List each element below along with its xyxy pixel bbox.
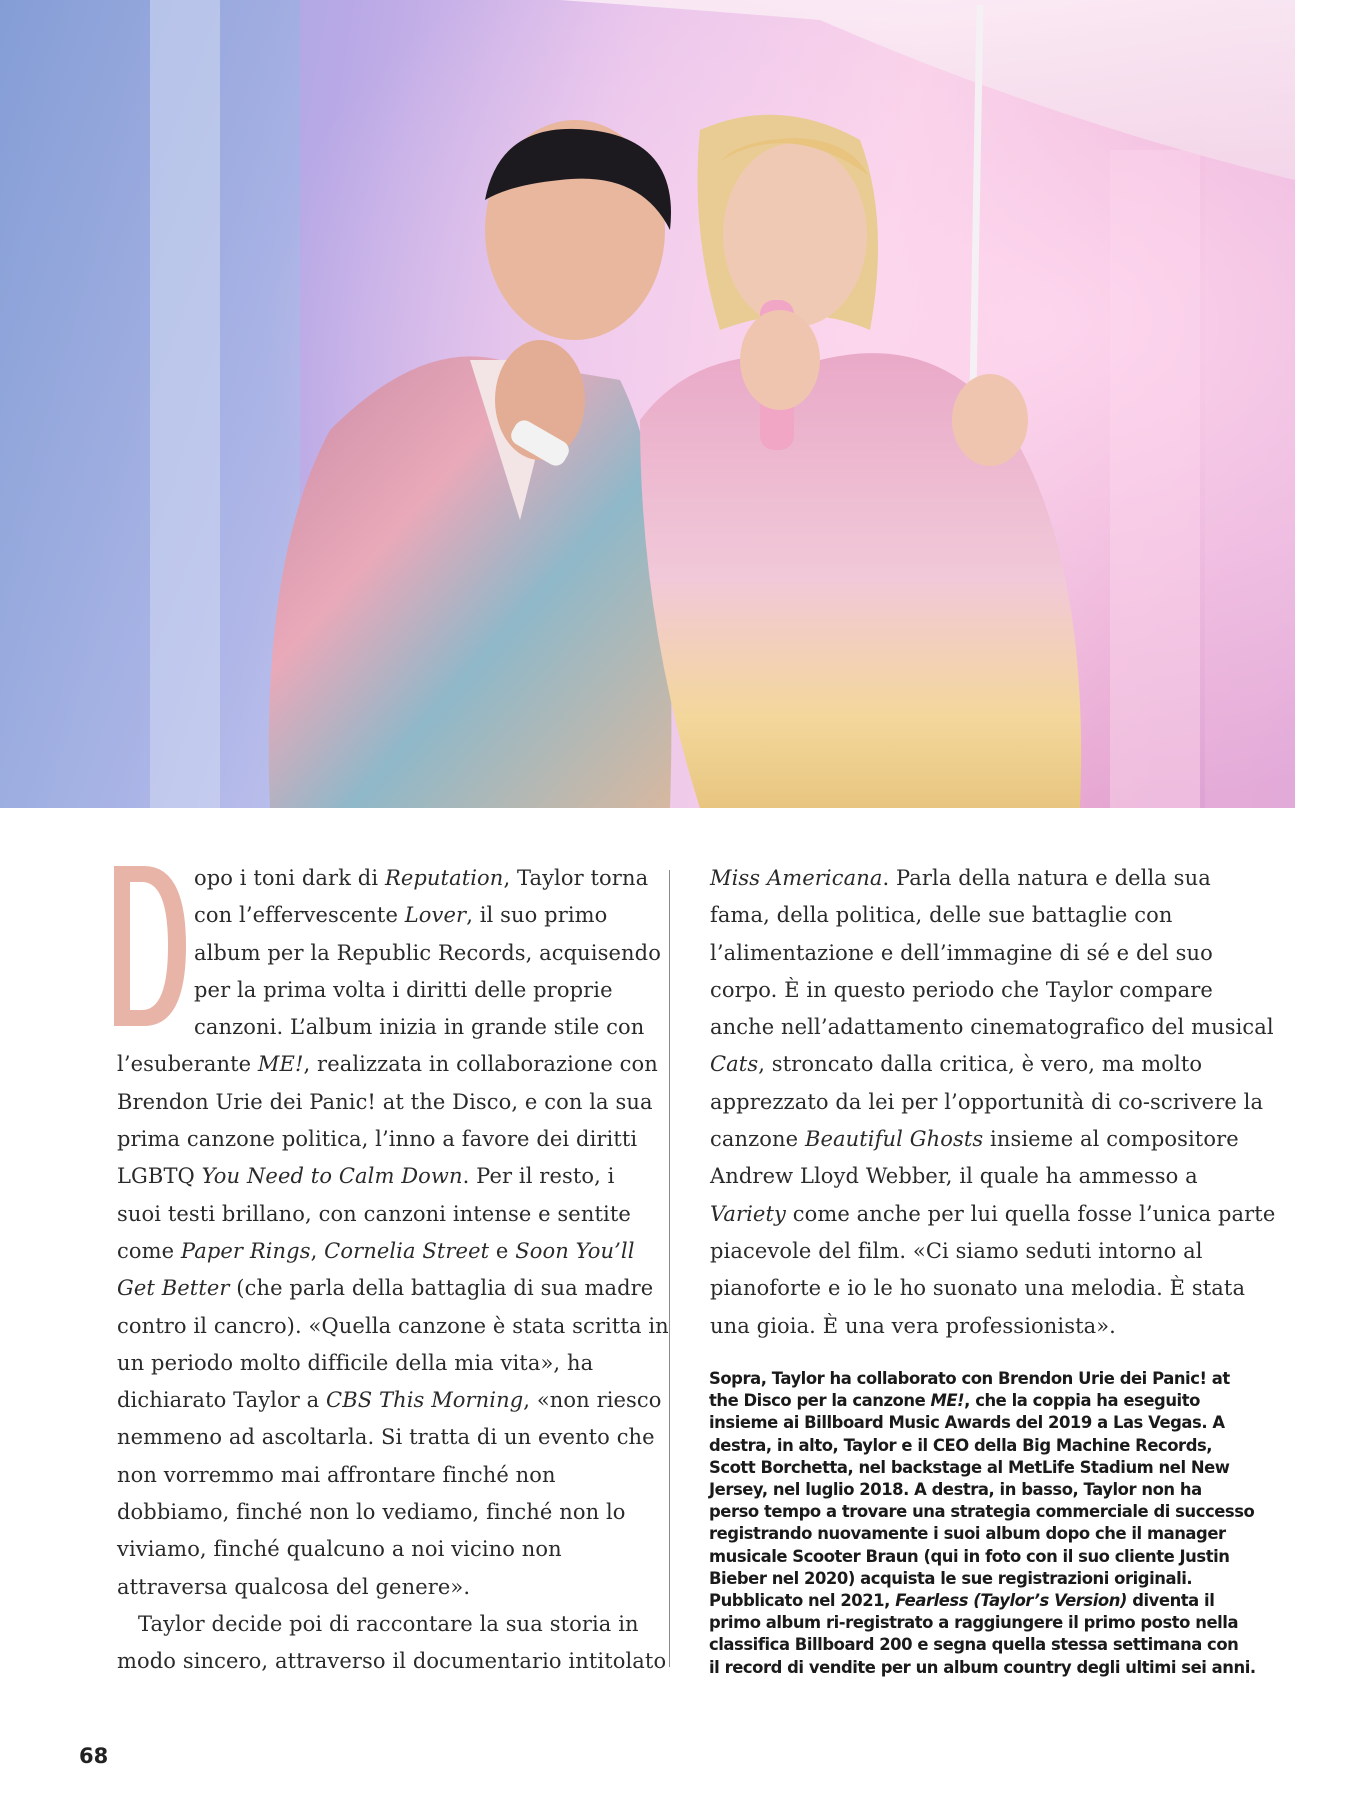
- text-line: attraversa qualcosa del genere».: [117, 1574, 471, 1599]
- caption-line: Sopra, Taylor ha collaborato con Brendon Urie dei Panic! at: [709, 1369, 1230, 1388]
- text-line: LGBTQ You Need to Calm Down. Per il resto, i: [117, 1164, 615, 1189]
- article-left-column: [117, 860, 669, 1681]
- text-line: Taylor decide poi di raccontare la sua storia in: [138, 1611, 639, 1636]
- text-line: come Paper Rings, Cornelia Street e Soon You’ll: [117, 1238, 635, 1263]
- caption-line: classifica Billboard 200 e segna quella stessa settimana con: [709, 1635, 1239, 1655]
- text-line: Brendon Urie dei Panic! at the Disco, e con la sua: [117, 1089, 653, 1114]
- article-right-column: [710, 860, 1276, 1345]
- text-line: dichiarato Taylor a CBS This Morning, «non riesco: [117, 1388, 662, 1413]
- text-line: per la prima volta i diritti delle proprie: [194, 977, 613, 1002]
- text-line: Andrew Lloyd Webber, il quale ha ammesso a: [710, 1164, 1198, 1189]
- text-line: Cats, stroncato dalla critica, è vero, ma molto: [710, 1052, 1203, 1077]
- text-line: non vorremmo mai affrontare finché non: [117, 1462, 556, 1487]
- text-line: canzone Beautiful Ghosts insieme al compositore: [710, 1127, 1239, 1152]
- caption-line: primo album ri-registrato a raggiungere il primo posto nella: [709, 1613, 1239, 1633]
- text-line: viviamo, finché qualcuno a noi vicino non: [117, 1537, 562, 1562]
- caption-line: insieme ai Billboard Music Awards del 2019 a Las Vegas. A: [709, 1413, 1225, 1433]
- text-line: fama, della politica, delle sue battaglie con: [710, 903, 1173, 928]
- text-line: opo i toni dark di Reputation, Taylor torna: [194, 866, 649, 890]
- text-line: suoi testi brillano, con canzoni intense e sentite: [117, 1201, 631, 1226]
- text-line: anche nell’adattamento cinematografico del musical: [710, 1015, 1274, 1040]
- caption-line: Scott Borchetta, nel backstage al MetLife Stadium nel New: [709, 1457, 1230, 1477]
- photo-illustration: [0, 0, 1295, 808]
- text-line: piacevole del film. «Ci siamo seduti intorno al: [710, 1238, 1203, 1263]
- caption-line: il record di vendite per un album country degli ultimi sei anni.: [709, 1657, 1256, 1677]
- caption-line: Jersey, nel luglio 2018. A destra, in basso, Taylor non ha: [709, 1480, 1202, 1500]
- text-line: l’alimentazione e dell’immagine di sé e del suo: [710, 940, 1213, 965]
- hero-photo: [0, 0, 1295, 808]
- text-line: canzoni. L’album inizia in grande stile con: [194, 1015, 645, 1040]
- caption-line: musicale Scooter Braun (qui in foto con il suo cliente Justin: [709, 1546, 1230, 1566]
- text-line: un periodo molto difficile della mia vita», ha: [117, 1350, 594, 1375]
- caption-line: the Disco per la canzone ME!, che la coppia ha eseguito: [709, 1391, 1200, 1411]
- caption-line: perso tempo a trovare una strategia commerciale di successo: [709, 1502, 1255, 1522]
- text-line: corpo. È in questo periodo che Taylor compare: [710, 977, 1213, 1002]
- text-line: contro il cancro). «Quella canzone è stata scritta in: [117, 1313, 669, 1338]
- caption-line: registrando nuovamente i suoi album dopo che il manager: [709, 1524, 1226, 1544]
- text-line: l’esuberante ME!, realizzata in collaborazione con: [117, 1052, 658, 1077]
- text-line: Miss Americana. Parla della natura e della sua: [710, 866, 1211, 890]
- text-line: pianoforte e io le ho suonato una melodia. È stata: [710, 1276, 1246, 1301]
- text-line: modo sincero, attraverso il documentario intitolato: [117, 1649, 667, 1674]
- text-line: una gioia. È una vera professionista».: [710, 1313, 1116, 1338]
- column-divider: [669, 870, 670, 1667]
- text-line: apprezzato da lei per l’opportunità di co-scrivere la: [710, 1089, 1264, 1114]
- photo-caption: [709, 1368, 1256, 1679]
- text-line: album per la Republic Records, acquisendo: [194, 940, 661, 965]
- text-line: prima canzone politica, l’inno a favore dei diritti: [117, 1127, 638, 1152]
- text-line: Variety come anche per lui quella fosse l’unica parte: [710, 1201, 1276, 1226]
- text-line: con l’effervescente Lover, il suo primo: [194, 903, 608, 928]
- caption-line: Bieber nel 2020) acquista le sue registrazioni originali.: [709, 1568, 1193, 1588]
- text-line: nemmeno ad ascoltarla. Si tratta di un evento che: [117, 1425, 655, 1450]
- caption-line: Pubblicato nel 2021, Fearless (Taylor’s Version) diventa il: [709, 1591, 1215, 1611]
- caption-line: destra, in alto, Taylor e il CEO della Big Machine Records,: [709, 1435, 1213, 1455]
- text-line: dobbiamo, finché non lo vediamo, finché non lo: [117, 1500, 626, 1525]
- text-line: Get Better (che parla della battaglia di sua madre: [117, 1276, 654, 1301]
- page-number: 68: [79, 1744, 109, 1768]
